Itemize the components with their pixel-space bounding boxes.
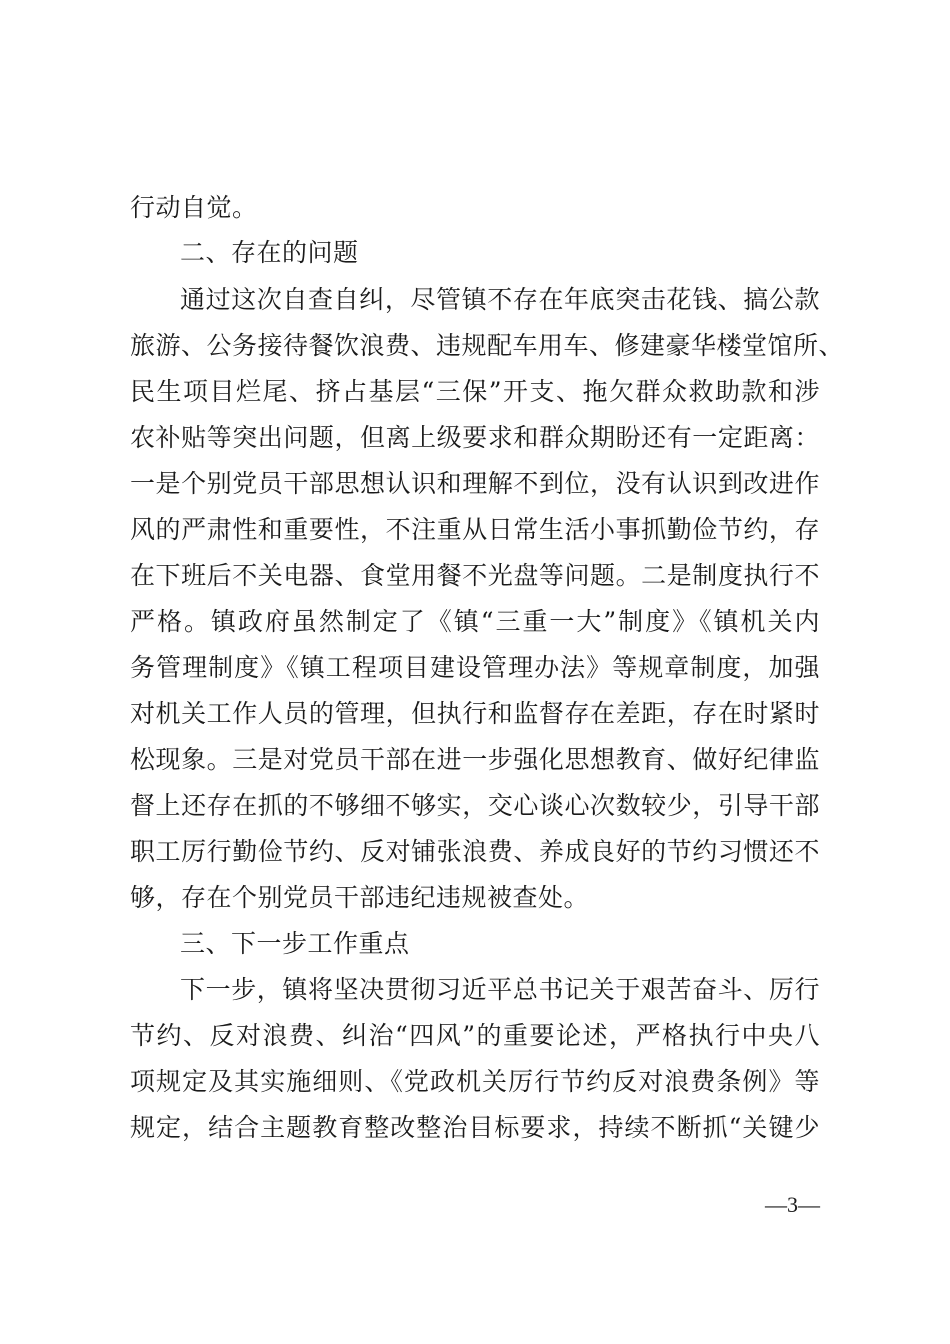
paragraph-line: 职工厉行勤俭节约、反对铺张浪费、养成良好的节约习惯还不 — [130, 837, 820, 866]
paragraph-line: 农补贴等突出问题，但离上级要求和群众期盼还有一定距离： — [130, 423, 820, 452]
paragraph-line: 严格。镇政府虽然制定了《镇“三重一大”制度》《镇机关内 — [130, 607, 820, 636]
paragraph-line: 够，存在个别党员干部违纪违规被查处。 — [130, 883, 590, 912]
paragraph-line: 对机关工作人员的管理，但执行和监督存在差距，存在时紧时 — [130, 699, 820, 728]
paragraph-line: 民生项目烂尾、挤占基层“三保”开支、拖欠群众救助款和涉 — [130, 377, 820, 406]
paragraph-line: 旅游、公务接待餐饮浪费、违规配车用车、修建豪华楼堂馆所、 — [130, 331, 845, 360]
paragraph-line: 通过这次自查自纠，尽管镇不存在年底突击花钱、搞公款 — [180, 285, 820, 314]
paragraph-line: 务管理制度》《镇工程项目建设管理办法》等规章制度，加强 — [130, 653, 820, 682]
paragraph-line: 在下班后不关电器、食堂用餐不光盘等问题。二是制度执行不 — [130, 561, 820, 590]
paragraph-line: 下一步，镇将坚决贯彻习近平总书记关于艰苦奋斗、厉行 — [180, 975, 820, 1004]
paragraph-line: 风的严肃性和重要性，不注重从日常生活小事抓勤俭节约，存 — [130, 515, 820, 544]
paragraph-line: 一是个别党员干部思想认识和理解不到位，没有认识到改进作 — [130, 469, 820, 498]
paragraph-line: 节约、反对浪费、纠治“四风”的重要论述，严格执行中央八 — [130, 1021, 820, 1050]
paragraph-line: 规定，结合主题教育整改整治目标要求，持续不断抓“关键少 — [130, 1113, 820, 1142]
paragraph-line: 督上还存在抓的不够细不够实，交心谈心次数较少，引导干部 — [130, 791, 820, 820]
paragraph-line: 松现象。三是对党员干部在进一步强化思想教育、做好纪律监 — [130, 745, 820, 774]
paragraph-line: 行动自觉。 — [130, 193, 258, 222]
paragraph-line: 项规定及其实施细则、《党政机关厉行节约反对浪费条例》等 — [130, 1067, 820, 1096]
section-heading-next-steps: 三、下一步工作重点 — [180, 929, 410, 958]
page-number: —3— — [765, 1192, 820, 1217]
section-heading-problems: 二、存在的问题 — [180, 238, 359, 267]
